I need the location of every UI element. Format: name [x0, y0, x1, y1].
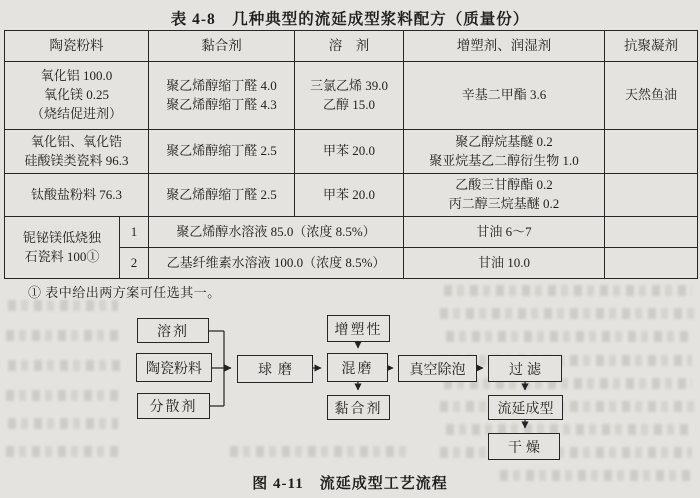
header-antiflocculant: 抗聚凝剂 — [604, 31, 697, 61]
flow-box-plasticity: 增塑性 — [327, 315, 390, 342]
cell-option2-solution: 乙基纤维素水溶液 100.0（浓度 8.5%） — [148, 247, 403, 278]
cell-powder-row1 — [5, 61, 148, 129]
bleedthrough-smudge — [8, 418, 118, 429]
cell-line: 聚乙醇烷基醚 0.2 — [455, 133, 553, 149]
cell-line: 氧化铝 100.0 — [40, 68, 113, 84]
flow-box-solvent: 溶剂 — [137, 318, 209, 343]
flow-box-mix-mill: 混磨 — [327, 353, 388, 382]
bleedthrough-smudge — [6, 446, 122, 457]
flow-box-vacuum-degas: 真空除泡 — [398, 355, 477, 382]
cell-option1-antiflocculant — [604, 216, 697, 247]
cell-solvent-row2 — [294, 129, 403, 173]
cell-line: 氧化镁 0.25 — [43, 87, 109, 103]
cell-option1-plasticizer: 甘油 6～7 — [403, 216, 604, 247]
cell-line: 丙二醇三烷基醚 0.2 — [448, 196, 560, 211]
bleedthrough-smudge — [440, 447, 692, 458]
bleedthrough-smudge — [8, 300, 118, 311]
bleedthrough-smudge — [230, 446, 410, 457]
bleedthrough-smudge — [444, 378, 692, 389]
flow-box-ball-mill: 球磨 — [237, 355, 313, 383]
table-title: 表 4-8 几种典型的流延成型浆料配方（质量份） — [170, 11, 530, 28]
cell-option1-number: 1 — [119, 216, 148, 247]
flow-box-filter: 过滤 — [488, 355, 562, 382]
figure-caption: 图 4-11 流延成型工艺流程 — [252, 476, 448, 492]
bleedthrough-smudge — [446, 331, 692, 342]
cell-line: 硅酸镁类瓷料 96.3 — [24, 152, 129, 168]
cell-line: 聚亚烷基乙二醇衍生物 1.0 — [429, 152, 579, 168]
flow-box-drying: 干燥 — [488, 433, 560, 460]
cell-line: 三氯乙烯 39.0 — [309, 77, 388, 93]
header-ceramic-powder: 陶瓷粉料 — [49, 38, 104, 54]
flow-box-dispersant: 分散剂 — [137, 393, 210, 419]
cell-option2-plasticizer: 甘油 10.0 — [403, 247, 604, 278]
bleedthrough-smudge — [444, 285, 692, 296]
cell-option2-number: 2 — [119, 247, 148, 278]
bleedthrough-smudge — [446, 424, 692, 435]
cell-option2-antiflocculant — [604, 247, 697, 278]
cell-line: 乙酸三甘醇酯 0.2 — [455, 177, 553, 193]
header-plasticizer-wetting: 增塑剂、润湿剂 — [403, 31, 604, 61]
cell-line: 铌铋镁低烧独 — [22, 229, 101, 245]
cell-antiflocculant-row1: 天然鱼油 — [604, 61, 697, 129]
cell-line: 聚乙烯醇缩丁醛 2.5 — [166, 186, 277, 202]
cell-line: 辛基二甲酯 3.6 — [461, 87, 547, 103]
bleedthrough-smudge — [440, 401, 694, 412]
bleedthrough-smudge — [8, 360, 120, 371]
cell-powder-row2 — [5, 129, 148, 173]
cell-binder-row1 — [148, 61, 294, 129]
cell-line: （烧结促进剂） — [30, 105, 122, 121]
cell-line: 石瓷料 100① — [24, 248, 100, 264]
cell-powder-row4 — [5, 216, 119, 278]
cell-solvent-row1 — [294, 61, 403, 129]
cell-option1-solution: 聚乙烯醇水溶液 85.0（浓度 8.5%） — [148, 216, 403, 247]
cell-line: 聚乙烯醇缩丁醛 2.5 — [166, 143, 277, 159]
cell-line: 乙醇 15.0 — [322, 96, 375, 112]
cell-plasticizer-row3 — [403, 173, 604, 216]
bleedthrough-smudge — [6, 390, 120, 401]
cell-line: 钛酸盐粉料 76.3 — [30, 186, 122, 202]
cell-line: 聚乙烯醇缩丁醛 4.0 — [166, 77, 277, 93]
cell-powder-row3 — [5, 173, 148, 216]
cell-plasticizer-row2 — [403, 129, 604, 173]
cell-solvent-row3 — [294, 173, 403, 216]
recipe-table — [4, 30, 698, 279]
flow-box-ceramic-powder: 陶瓷粉料 — [136, 353, 212, 382]
bleedthrough-smudge — [440, 355, 692, 366]
table-footnote: ① 表中给出两方案可任选其一。 — [28, 285, 221, 300]
header-solvent: 溶 剂 — [294, 31, 403, 61]
bleedthrough-smudge — [6, 330, 122, 341]
bleedthrough-smudge — [440, 308, 694, 319]
header-binder: 黏合剂 — [148, 31, 294, 61]
flow-box-binder: 黏合剂 — [327, 395, 390, 420]
cell-antiflocculant-row2 — [604, 129, 697, 173]
cell-line: 氧化铝、氧化锆 — [30, 133, 122, 149]
cell-binder-row3 — [148, 173, 294, 216]
cell-line: 聚乙烯醇缩丁醛 4.3 — [166, 96, 277, 112]
cell-antiflocculant-row3 — [604, 173, 697, 216]
cell-binder-row2 — [148, 129, 294, 173]
cell-line: 甲苯 20.0 — [322, 186, 375, 202]
cell-line: 甲苯 20.0 — [322, 143, 375, 159]
flow-box-tape-casting: 流延成型 — [488, 395, 563, 420]
cell-plasticizer-row1 — [403, 61, 604, 129]
